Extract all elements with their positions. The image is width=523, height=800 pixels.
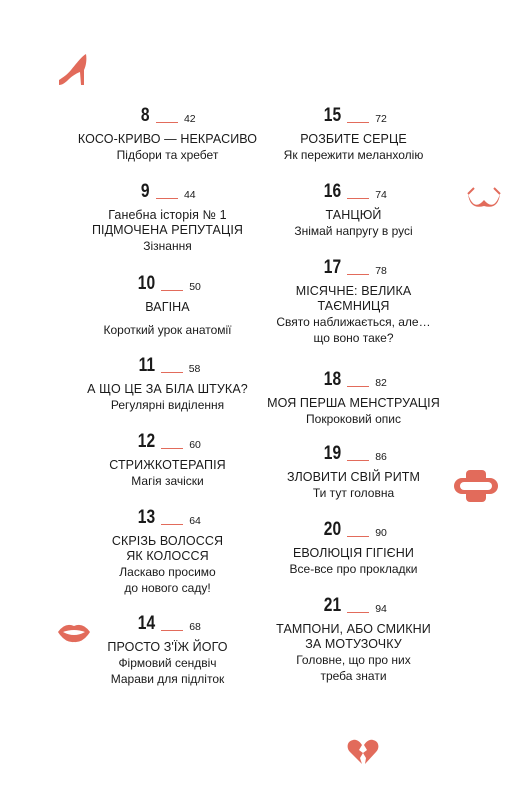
chapter-number: 18 bbox=[323, 369, 342, 390]
toc-entry[interactable] bbox=[60, 612, 275, 687]
entry-title: СТРИЖКОТЕРАПІЯ bbox=[109, 458, 226, 472]
toc-entry[interactable] bbox=[60, 272, 275, 338]
chapter-number: 13 bbox=[137, 507, 156, 528]
chapter-number: 16 bbox=[323, 181, 342, 202]
entry-subtitle: що воно таке? bbox=[313, 331, 394, 345]
high-heel-shoe-icon bbox=[56, 52, 90, 88]
entry-subtitle: Все-все про прокладки bbox=[289, 562, 418, 576]
entry-subtitle: Ласкаво просимо bbox=[119, 565, 216, 579]
entry-title: ЗА МОТУЗОЧКУ bbox=[305, 637, 402, 651]
entry-title: СКРІЗЬ ВОЛОССЯ bbox=[111, 534, 224, 548]
toc-entry[interactable] bbox=[246, 104, 461, 163]
bra-icon bbox=[464, 186, 504, 214]
divider bbox=[347, 460, 369, 461]
page-number: 82 bbox=[375, 377, 387, 389]
toc-entry[interactable] bbox=[246, 442, 461, 501]
entry-title: РОЗБИТЕ СЕРЦЕ bbox=[300, 132, 407, 146]
entry-subtitle: Як пережити меланхолію bbox=[283, 148, 424, 162]
chapter-number: 8 bbox=[141, 105, 150, 126]
entry-title: МОЯ ПЕРША МЕНСТРУАЦІЯ bbox=[267, 396, 440, 410]
toc-entry[interactable] bbox=[246, 256, 461, 346]
chapter-number: 21 bbox=[323, 595, 342, 616]
divider bbox=[161, 524, 183, 525]
divider bbox=[347, 122, 369, 123]
entry-title: ВАГІНА bbox=[145, 300, 190, 314]
page-number: 90 bbox=[375, 527, 387, 539]
divider bbox=[347, 274, 369, 275]
entry-title: Ганебна історія № 1 bbox=[108, 208, 227, 222]
page-number: 58 bbox=[188, 363, 201, 375]
divider bbox=[161, 630, 183, 631]
entry-title: ТАНЦЮЙ bbox=[325, 208, 382, 222]
chapter-number: 12 bbox=[137, 431, 156, 452]
entry-subtitle: Фірмовий сендвіч bbox=[118, 656, 217, 670]
broken-heart-icon bbox=[346, 738, 380, 766]
page-number: 68 bbox=[189, 621, 201, 633]
divider bbox=[161, 290, 183, 291]
chapter-number: 9 bbox=[141, 181, 150, 202]
page-number: 50 bbox=[189, 281, 201, 293]
chapter-number: 10 bbox=[137, 273, 156, 294]
toc-entry[interactable] bbox=[60, 104, 275, 163]
entry-title: ТАЄМНИЦЯ bbox=[317, 299, 390, 313]
chapter-number: 11 bbox=[138, 355, 155, 376]
entry-subtitle: Покроковий опис bbox=[306, 412, 401, 426]
page-number: 72 bbox=[375, 113, 387, 125]
divider bbox=[347, 198, 369, 199]
entry-subtitle: Ти тут головна bbox=[312, 486, 395, 500]
entry-subtitle: Підбори та хребет bbox=[116, 148, 219, 162]
toc-entry[interactable] bbox=[60, 354, 275, 413]
toc-entry[interactable] bbox=[246, 594, 461, 684]
entry-title: ЯК КОЛОССЯ bbox=[126, 549, 209, 563]
page-number: 74 bbox=[375, 189, 387, 201]
page-number: 64 bbox=[189, 515, 201, 527]
entry-subtitle: Головне, що про них bbox=[296, 653, 411, 667]
divider bbox=[347, 536, 369, 537]
entry-subtitle: Магія зачіски bbox=[131, 474, 204, 488]
divider bbox=[156, 198, 178, 199]
chapter-number: 20 bbox=[323, 519, 342, 540]
entry-title: ЕВОЛЮЦІЯ ГІГІЄНИ bbox=[293, 546, 414, 560]
entry-title: ТАМПОНИ, АБО СМИКНИ bbox=[276, 622, 431, 636]
entry-title: ПРОСТО З'ЇЖ ЙОГО bbox=[107, 640, 228, 654]
entry-title: А ЩО ЦЕ ЗА БІЛА ШТУКА? bbox=[87, 382, 248, 396]
divider bbox=[347, 386, 369, 387]
page-number: 86 bbox=[375, 451, 387, 463]
entry-title: МІСЯЧНЕ: ВЕЛИКА bbox=[295, 284, 412, 298]
entry-subtitle: Марави для підліток bbox=[110, 672, 225, 686]
entry-subtitle: треба знати bbox=[320, 669, 387, 683]
chapter-number: 19 bbox=[323, 443, 342, 464]
chapter-number: 14 bbox=[137, 613, 156, 634]
chapter-number: 15 bbox=[323, 105, 342, 126]
page-number: 60 bbox=[189, 439, 201, 451]
page-number: 78 bbox=[375, 265, 387, 277]
entry-subtitle: до нового саду! bbox=[124, 581, 211, 595]
toc-entry[interactable] bbox=[60, 180, 275, 254]
toc-entry[interactable] bbox=[60, 506, 275, 596]
page-number: 94 bbox=[375, 603, 387, 615]
toc-entry[interactable] bbox=[246, 518, 461, 577]
entry-subtitle: Свято наближається, але… bbox=[276, 315, 431, 329]
entry-title: ЗЛОВИТИ СВІЙ РИТМ bbox=[286, 470, 421, 484]
entry-title: ПІДМОЧЕНА РЕПУТАЦІЯ bbox=[91, 223, 244, 237]
chapter-number: 17 bbox=[323, 257, 342, 278]
divider bbox=[156, 122, 178, 123]
page-number: 44 bbox=[183, 189, 196, 201]
divider bbox=[161, 448, 183, 449]
entry-subtitle: Зізнання bbox=[143, 239, 192, 253]
entry-subtitle: Знімай напругу в русі bbox=[294, 224, 413, 238]
entry-title: КОСО-КРИВО — НЕКРАСИВО bbox=[77, 132, 258, 146]
toc-entry[interactable] bbox=[246, 180, 461, 239]
toc-entry[interactable] bbox=[246, 368, 461, 427]
page-number: 42 bbox=[183, 113, 196, 125]
divider bbox=[161, 372, 183, 373]
entry-subtitle: Регулярні виділення bbox=[110, 398, 225, 412]
divider bbox=[347, 612, 369, 613]
toc-entry[interactable] bbox=[60, 430, 275, 489]
entry-subtitle: Короткий урок анатомії bbox=[103, 323, 232, 337]
